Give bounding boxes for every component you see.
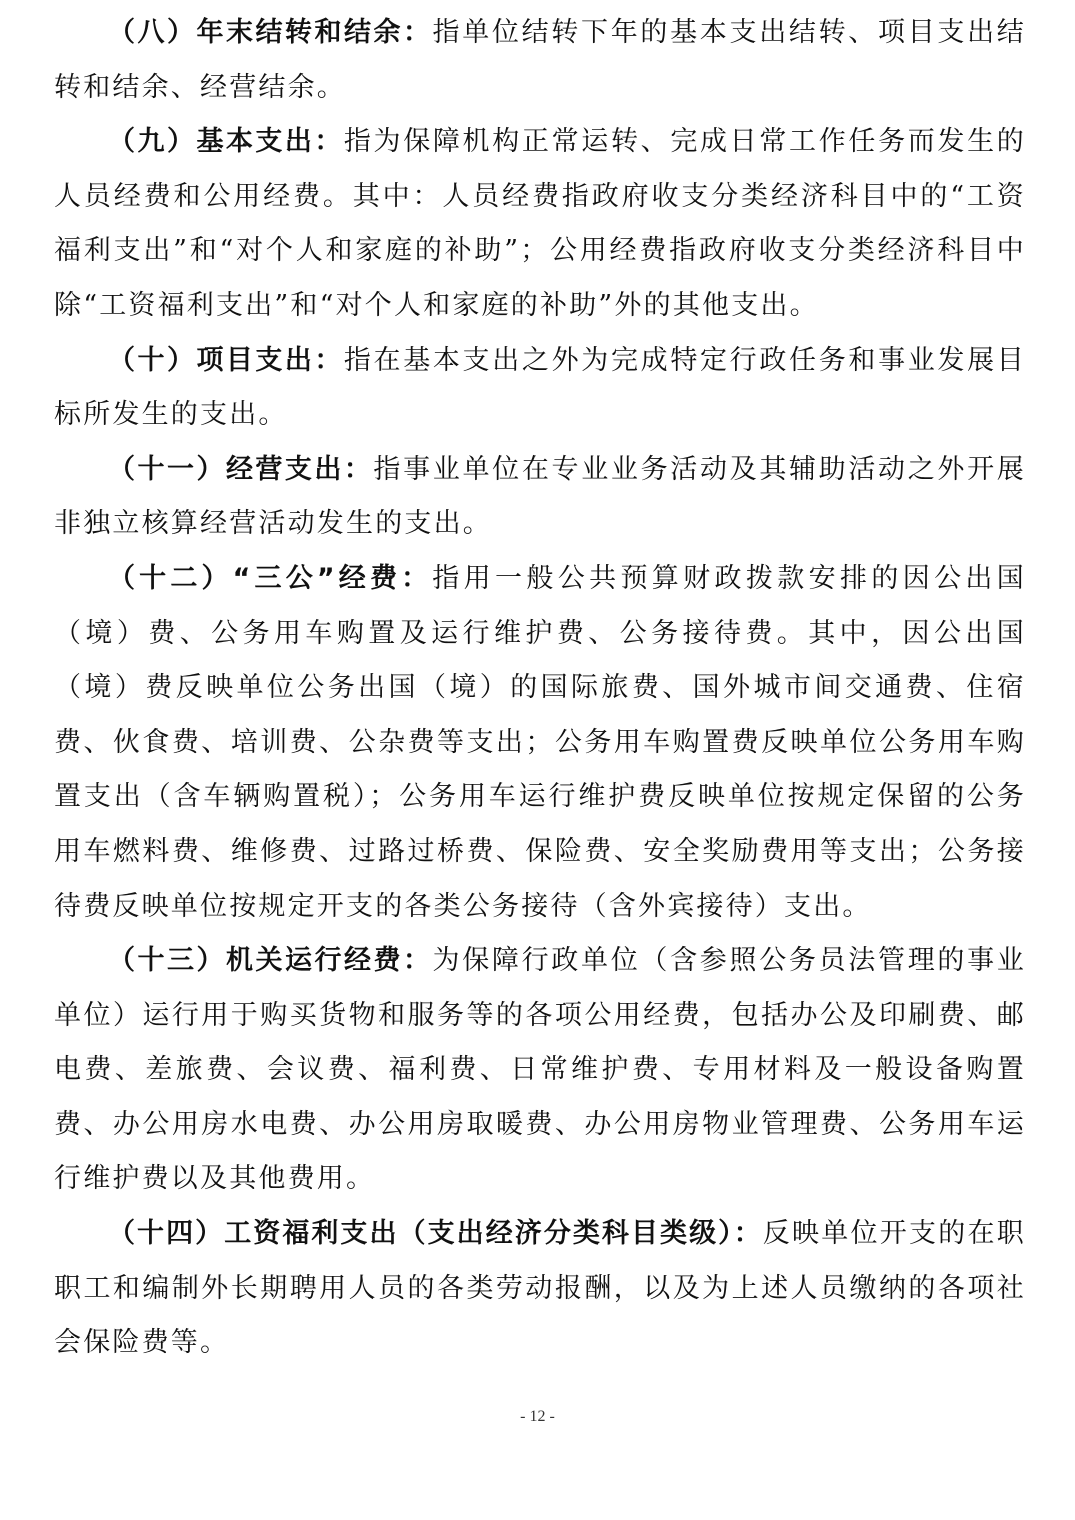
paragraph-project-expenditure: [54, 334, 1026, 443]
page-number: - 12 -: [520, 1408, 555, 1425]
paragraph-basic-expenditure: [54, 115, 1026, 333]
paragraph-three-public-expenses: [54, 552, 1026, 934]
document-body: [54, 6, 1026, 1371]
paragraph-heading: （十三）机关运行经费：: [108, 945, 433, 977]
paragraph-text: 指用一般公共预算财政拨款安排的因公出国（境）费、公务用车购置及运行维护费、公务接待费。其中，因公出国（境）费反映单位公务出国（境）的国际旅费、国外城市间交通费、住宿费、伙食费、培训费、公杂费等支出；公务用车购置费反映单位公务用车购置支出（含车辆购置税）；公务用车运行维护费反映单位按规定保留的公务用车燃料费、维修费、过路过桥费、保险费、安全奖励费用等支出；公务接待费反映单位按规定开支的各类公务接待（含外宾接待）支出。: [54, 562, 1026, 922]
paragraph-heading: （十一）经营支出：: [108, 453, 374, 485]
paragraph-text: 指为保障机构正常运转、完成日常工作任务而发生的人员经费和公用经费。其中：人员经费指政府收支分类经济科目中的“工资福利支出”和“对个人和家庭的补助”；公用经费指政府收支分类经济科目中除“工资福利支出”和“对个人和家庭的补助”外的其他支出。: [54, 126, 1026, 321]
paragraph-heading: （八）年末结转和结余：: [108, 17, 433, 48]
paragraph-year-end-carryover: [54, 6, 1026, 115]
paragraph-heading: （十二）“三公”经费：: [108, 562, 433, 594]
paragraph-heading: （十四）工资福利支出（支出经济分类科目类级）：: [108, 1218, 763, 1250]
paragraph-text: 指单位结转下年的基本支出结转、项目支出结转和结余、经营结余。: [54, 17, 1026, 103]
paragraph-text: 指在基本支出之外为完成特定行政任务和事业发展目标所发生的支出。: [54, 344, 1026, 431]
paragraph-text: 反映单位开支的在职职工和编制外长期聘用人员的各类劳动报酬，以及为上述人员缴纳的各项社会保险费等。: [54, 1218, 1027, 1359]
paragraph-operating-expenditure: [54, 443, 1026, 552]
paragraph-text: 为保障行政单位（含参照公务员法管理的事业单位）运行用于购买货物和服务等的各项公用经费，包括办公及印刷费、邮电费、差旅费、会议费、福利费、日常维护费、专用材料及一般设备购置费、办公用房水电费、办公用房取暖费、办公用房物业管理费、公务用车运行维护费以及其他费用。: [54, 945, 1026, 1195]
paragraph-heading: （十）项目支出：: [108, 344, 344, 376]
paragraph-agency-operating-funds: [54, 934, 1026, 1207]
paragraph-text: 指事业单位在专业业务活动及其辅助活动之外开展非独立核算经营活动发生的支出。: [54, 453, 1027, 540]
paragraph-wages-welfare: [54, 1207, 1026, 1371]
paragraph-heading: （九）基本支出：: [108, 126, 344, 158]
